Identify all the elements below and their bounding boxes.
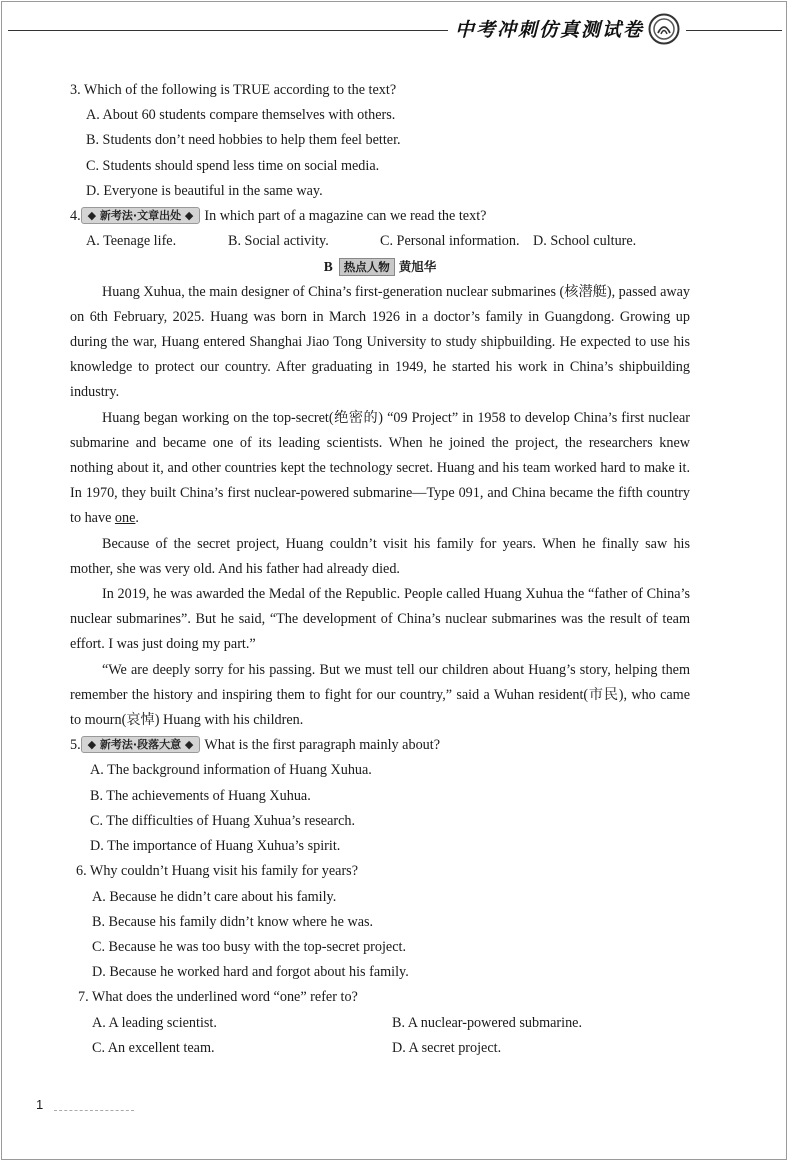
question-4-stem: In which part of a magazine can we read the text? <box>204 208 487 225</box>
question-4-option-b: B. Social activity. <box>228 233 329 250</box>
question-4-option-a: A. Teenage life. <box>86 233 177 250</box>
question-5-option-d: D. The importance of Huang Xuhua’s spirit. <box>90 838 341 855</box>
question-3-option-c: C. Students should spend less time on social media. <box>86 157 380 174</box>
section-b-heading <box>70 254 690 279</box>
question-3-option-d: D. Everyone is beautiful in the same way. <box>86 182 323 199</box>
question-4-badge: ◆ 新考法·文章出处 ◆ <box>81 207 201 224</box>
question-5-stem-row <box>70 733 690 758</box>
question-4-options <box>70 229 690 254</box>
question-5-badge: ◆ 新考法·段落大意 ◆ <box>81 736 201 753</box>
passage-paragraph-4: In 2019, he was awarded the Medal of the Republic. People called Huang Xuhua the “father of China’s nuclear submarines”. But he said, “The development of China’s nuclear submarines was the result of team effort. I was just doing my part.” <box>70 586 690 653</box>
header-rule-left <box>8 30 448 31</box>
passage-paragraph-2-end: . <box>135 510 139 527</box>
section-b-letter: B <box>323 259 333 275</box>
question-4-number: 4. <box>70 208 81 225</box>
passage-paragraph-3: Because of the secret project, Huang couldn’t visit his family for years. When he finally saw his mother, she was very old. And his father had already died. <box>70 535 690 577</box>
passage-paragraph-2 <box>70 406 690 532</box>
question-7-options-row-2 <box>70 1036 690 1061</box>
question-6-option-a: A. Because he didn’t care about his family. <box>92 888 337 905</box>
section-b-person: 黄旭华 <box>398 259 437 275</box>
question-7-option-d: D. A secret project. <box>392 1039 502 1056</box>
question-3-option-b: B. Students don’t need hobbies to help them feel better. <box>86 132 401 149</box>
question-5-option-b: B. The achievements of Huang Xuhua. <box>90 787 311 804</box>
passage-paragraph-2-text: Huang began working on the top-secret(绝密的) “09 Project” in 1958 to develop China’s first nuclear submarine and became one of its leading scientists. When he joined the project, the researchers knew nothing about it, and other countries kept the technology secret. Huang and his team worked hard to make it. In 1970, they built China’s first nuclear-powered submarine—Type 091, and China became the fifth country to have <box>70 409 690 527</box>
page-number: 1 <box>36 1097 44 1112</box>
question-5-option-a: A. The background information of Huang Xuhua. <box>90 762 372 779</box>
question-4-stem-row <box>70 204 690 229</box>
question-5-stem: What is the first paragraph mainly about? <box>204 737 440 754</box>
underlined-word-one: one <box>114 510 136 527</box>
question-7-option-b: B. A nuclear-powered submarine. <box>392 1014 583 1031</box>
question-7-option-a: A. A leading scientist. <box>92 1014 217 1031</box>
question-6-option-d: D. Because he worked hard and forgot about his family. <box>92 964 409 981</box>
hot-person-badge: 热点人物 <box>339 258 395 276</box>
question-6-option-c: C. Because he was too busy with the top-secret project. <box>92 938 407 955</box>
question-4-option-c: C. Personal information. <box>380 233 520 250</box>
emblem-icon <box>648 13 680 45</box>
question-7-stem: 7. What does the underlined word “one” refer to? <box>78 989 358 1006</box>
question-3-stem: 3. Which of the following is TRUE according to the text? <box>70 82 397 98</box>
question-4-option-d: D. School culture. <box>533 233 637 250</box>
question-3-option-a: A. About 60 students compare themselves with others. <box>86 107 396 124</box>
question-5-number: 5. <box>70 737 81 754</box>
page-header-title: 中考冲刺仿真测试卷 <box>455 19 645 41</box>
question-7-option-c: C. An excellent team. <box>92 1039 215 1056</box>
header-rule-right <box>686 30 782 31</box>
question-6-stem: 6. Why couldn’t Huang visit his family for years? <box>76 863 358 880</box>
exam-content <box>70 78 690 1061</box>
page-number-rule <box>54 1110 134 1111</box>
passage-paragraph-5: “We are deeply sorry for his passing. But we must tell our children about Huang’s story, helping them remember the history and inspiring them to fight for our country,” said a Wuhan resident(市民), who came to mourn(哀悼) Huang with his children. <box>70 661 690 729</box>
passage-paragraph-1: Huang Xuhua, the main designer of China’s first-generation nuclear submarines (核潜艇), passed away on 6th February, 2025. Huang was born in March 1926 in a doctor’s family in Guangdong. Growing up during the war, Huang entered Shanghai Jiao Tong University to study shipbuilding. He expected to use his knowledge to protect our country. After graduating in 1949, he started his work in China’s shipbuilding industry. <box>70 283 690 401</box>
question-6-option-b: B. Because his family didn’t know where he was. <box>92 913 374 930</box>
question-7-options-row-1 <box>70 1011 690 1036</box>
question-5-option-c: C. The difficulties of Huang Xuhua’s research. <box>90 812 356 829</box>
